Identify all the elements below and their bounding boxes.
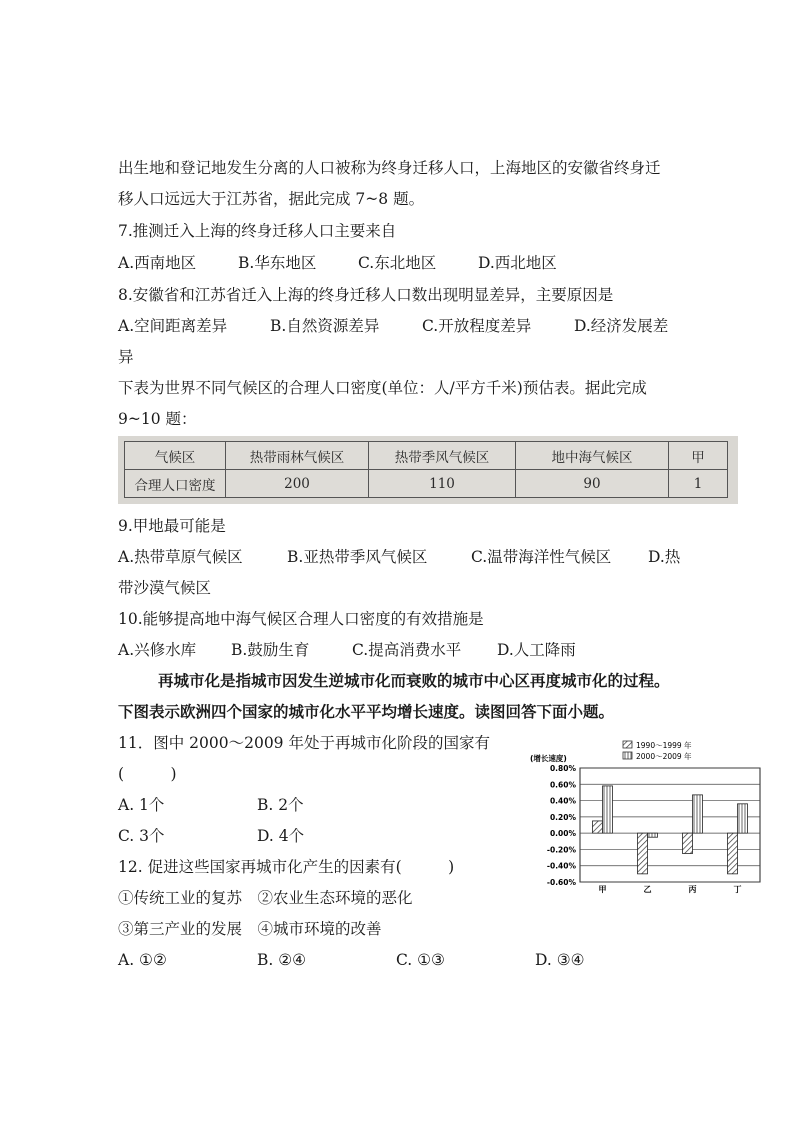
q11-option-a: A. 1个 xyxy=(118,796,165,814)
chart-legend xyxy=(623,740,692,761)
q12-option-b: B. ②④ xyxy=(257,951,307,969)
table-header-cell: 热带雨林气候区 xyxy=(226,442,369,470)
q12-option-c: C. ①③ xyxy=(396,951,445,969)
q11-paren: ( ) xyxy=(118,765,177,783)
q7-option-a: A.西南地区 xyxy=(118,254,197,272)
table-header-cell: 气候区 xyxy=(125,442,226,470)
reurban-line-2: 下图表示欧洲四个国家的城市化水平平均增长速度。读图回答下面小题。 xyxy=(118,702,615,721)
q10-option-a: A.兴修水库 xyxy=(118,641,197,659)
q7-option-b: B.华东地区 xyxy=(238,254,317,272)
population-density-table-photo xyxy=(118,436,738,504)
q8-option-d-wrap: 异 xyxy=(118,348,134,366)
intro-line-2: 移人口远远大于江苏省，据此完成 7~8 题。 xyxy=(118,190,425,208)
table-cell: 200 xyxy=(226,470,369,498)
q10-option-d: D.人工降雨 xyxy=(497,641,576,659)
q11-stem: 11．图中 2000～2009 年处于再城市化阶段的国家有 xyxy=(118,734,490,752)
table-cell: 110 xyxy=(369,470,516,498)
legend-label-2000: 2000～2009 年 xyxy=(636,752,692,761)
intro-line-1: 出生地和登记地发生分离的人口被称为终身迁移人口，上海地区的安徽省终身迁 xyxy=(118,159,661,177)
legend-label-1990: 1990～1999 年 xyxy=(636,741,692,750)
q10-option-b: B.鼓励生育 xyxy=(231,641,310,659)
y-tick-label: -0.60% xyxy=(546,878,576,887)
q11-option-c: C. 3个 xyxy=(118,827,165,845)
q11-option-d: D. 4个 xyxy=(257,827,305,845)
table-intro-line-1: 下表为世界不同气候区的合理人口密度(单位：人/平方千米)预估表。据此完成 xyxy=(118,379,647,397)
q12-stem: 12. 促进这些国家再城市化产生的因素有( ) xyxy=(118,858,455,876)
q7-stem: 7.推测迁入上海的终身迁移人口主要来自 xyxy=(118,222,397,240)
bar xyxy=(638,833,648,874)
y-tick-label: 0.80% xyxy=(549,764,576,773)
bar xyxy=(648,833,658,837)
x-tick-label: 丁 xyxy=(733,885,742,894)
y-tick-label: 0.20% xyxy=(549,812,576,822)
x-tick-label: 甲 xyxy=(598,885,607,894)
table-header-row xyxy=(125,442,728,470)
q10-option-c: C.提高消费水平 xyxy=(352,641,462,659)
urbanization-growth-chart xyxy=(528,738,768,896)
q8-option-c: C.开放程度差异 xyxy=(422,317,532,335)
q9-stem: 9.甲地最可能是 xyxy=(118,517,226,535)
q9-option-d-wrap: 带沙漠气候区 xyxy=(118,579,212,597)
bar xyxy=(728,833,738,874)
table-cell: 90 xyxy=(516,470,669,498)
q9-option-d: D.热 xyxy=(648,548,681,566)
bar xyxy=(603,786,613,833)
legend-swatch-1990 xyxy=(623,741,632,748)
y-tick-label: 0.60% xyxy=(549,780,576,790)
q11-option-b: B. 2个 xyxy=(257,796,304,814)
table-header-cell: 热带季风气候区 xyxy=(369,442,516,470)
q9-option-a: A.热带草原气候区 xyxy=(118,548,243,566)
q7-option-c: C.东北地区 xyxy=(358,254,437,272)
q12-factors-line-2: ③第三产业的发展 ④城市环境的改善 xyxy=(118,920,382,938)
x-tick-label: 乙 xyxy=(643,885,652,894)
q8-stem: 8.安徽省和江苏省迁入上海的终身迁移人口数出现明显差异，主要原因是 xyxy=(118,286,614,304)
q8-option-b: B.自然资源差异 xyxy=(270,317,380,335)
q9-option-b: B.亚热带季风气候区 xyxy=(287,548,428,566)
y-axis-label: (增长速度) xyxy=(530,754,567,763)
table-header-cell: 地中海气候区 xyxy=(516,442,669,470)
bar xyxy=(738,804,748,833)
reurban-line-1: 再城市化是指城市因发生逆城市化而衰败的城市中心区再度城市化的过程。 xyxy=(158,671,670,690)
table-row xyxy=(125,470,728,498)
y-tick-label: -0.20% xyxy=(546,845,576,855)
q8-option-d: D.经济发展差 xyxy=(574,317,669,335)
bar xyxy=(593,821,603,833)
q10-stem: 10.能够提高地中海气候区合理人口密度的有效措施是 xyxy=(118,610,484,628)
bar xyxy=(693,795,703,833)
y-tick-label: 0.00% xyxy=(549,829,576,839)
y-tick-label: -0.40% xyxy=(546,861,576,871)
legend-swatch-2000 xyxy=(623,752,632,759)
y-tick-label: 0.40% xyxy=(549,796,576,806)
q12-option-a: A. ①② xyxy=(118,951,167,969)
bar xyxy=(683,833,693,853)
q12-option-d: D. ③④ xyxy=(535,951,585,969)
q7-option-d: D.西北地区 xyxy=(478,254,557,272)
table-intro-line-2: 9~10 题： xyxy=(118,410,197,428)
q12-factors-line-1: ①传统工业的复苏 ②农业生态环境的恶化 xyxy=(118,889,413,907)
table-header-cell: 甲 xyxy=(669,442,728,470)
q8-option-a: A.空间距离差异 xyxy=(118,317,228,335)
table-cell: 合理人口密度 xyxy=(125,470,226,498)
population-density-table xyxy=(124,441,728,498)
x-tick-label: 丙 xyxy=(688,885,697,894)
q9-option-c: C.温带海洋性气候区 xyxy=(471,548,612,566)
table-cell: 1 xyxy=(669,470,728,498)
